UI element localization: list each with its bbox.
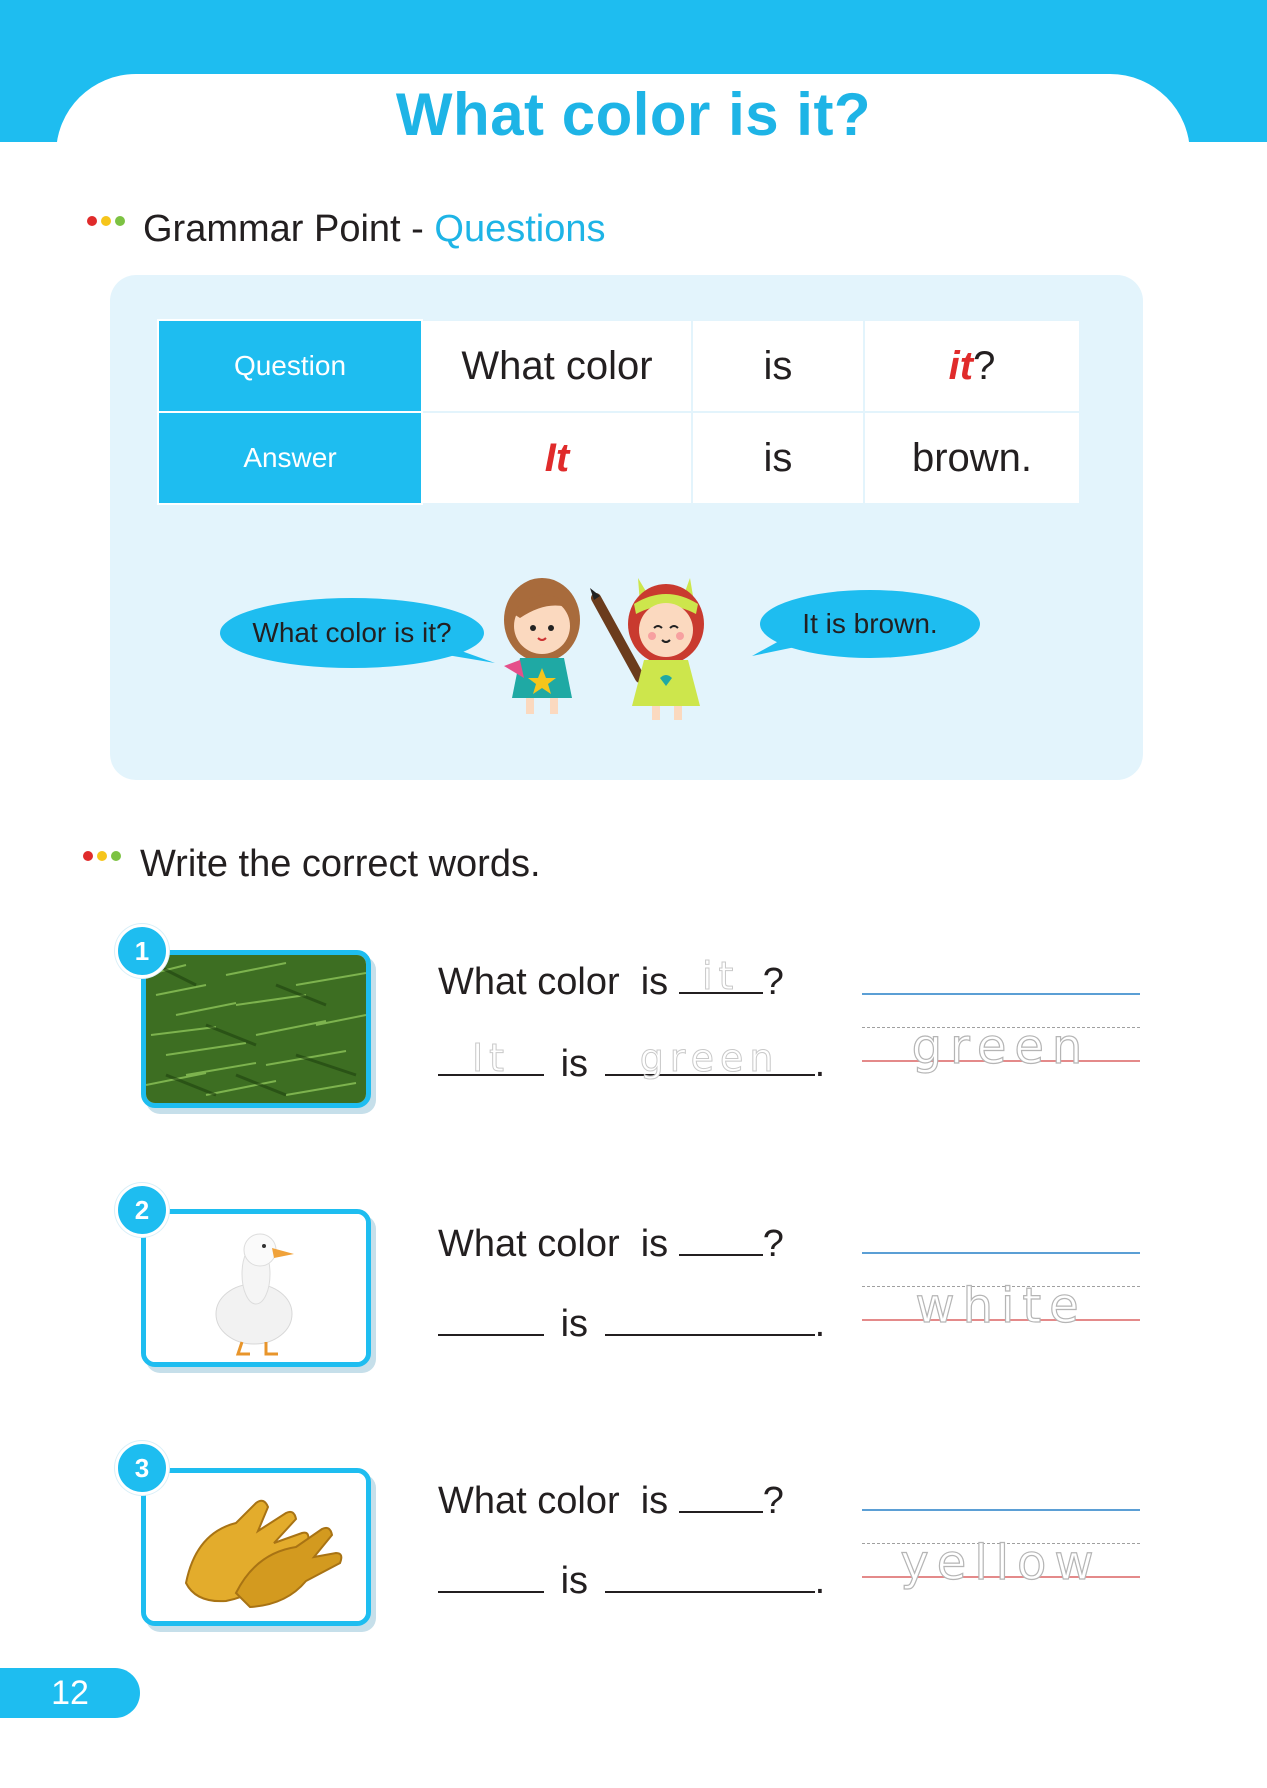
question-cell-2: is <box>692 320 864 412</box>
grammar-table <box>157 319 1081 505</box>
page-number: 12 <box>0 1668 140 1718</box>
yellow-gloves-photo-icon <box>146 1473 366 1621</box>
question-line-1 <box>438 954 784 1004</box>
grammar-heading-label: Grammar Point <box>143 208 401 250</box>
grammar-heading-separator: - <box>400 208 435 250</box>
grass-photo-icon <box>146 955 366 1103</box>
answer-verb: is <box>560 1560 589 1602</box>
bullet-dots-icon <box>83 851 121 861</box>
question-blank-2[interactable] <box>679 1220 763 1256</box>
question-mark: ? <box>973 343 996 388</box>
answer-period: . <box>814 1303 826 1345</box>
trace-text: It <box>471 1036 511 1080</box>
kids-illustration <box>490 568 750 728</box>
answer-blank-subject-1[interactable] <box>438 1036 544 1080</box>
answer-blank-color-3[interactable] <box>605 1557 815 1593</box>
question-suffix: ? <box>762 1223 784 1265</box>
question-cell-3 <box>864 320 1080 412</box>
answer-writing-lines-2[interactable] <box>862 1252 1140 1358</box>
question-it-word: it <box>948 343 974 388</box>
answer-period: . <box>814 1560 826 1602</box>
white-duck-photo-icon <box>146 1214 366 1362</box>
question-suffix: ? <box>762 1480 784 1522</box>
question-blank-3[interactable] <box>679 1477 763 1513</box>
answer-line-1 <box>438 1036 826 1086</box>
speech-bubble-left <box>220 598 484 668</box>
answer-label: Answer <box>158 412 422 504</box>
answer-cell-2: is <box>692 412 864 504</box>
speech-bubble-right-text: It is brown. <box>802 608 938 639</box>
question-cell-1: What color <box>422 320 692 412</box>
answer-writing-lines-1[interactable] <box>862 993 1140 1099</box>
answer-cell-3: brown. <box>864 412 1080 504</box>
answer-trace-word-2: white <box>915 1278 1087 1334</box>
exercise-number-2: 2 <box>115 1183 169 1237</box>
trace-text: it <box>702 954 740 998</box>
photo-gloves <box>141 1468 371 1626</box>
grammar-topic: Questions <box>434 208 606 250</box>
speech-bubble-right <box>760 590 980 658</box>
answer-blank-subject-2[interactable] <box>438 1300 544 1336</box>
grammar-heading <box>143 208 606 251</box>
answer-trace-word-1: green <box>911 1019 1091 1075</box>
question-blank-1[interactable] <box>679 954 763 998</box>
question-prefix: What color is <box>438 1480 669 1522</box>
speech-bubble-left-text: What color is it? <box>252 617 452 648</box>
answer-verb: is <box>560 1303 589 1345</box>
answer-blank-color-2[interactable] <box>605 1300 815 1336</box>
page-title: What color is it? <box>395 81 872 148</box>
exercise-heading: Write the correct words. <box>140 843 541 885</box>
question-line-3 <box>438 1477 784 1523</box>
photo-grass <box>141 950 371 1108</box>
question-prefix: What color is <box>438 961 669 1003</box>
answer-writing-lines-3[interactable] <box>862 1509 1140 1615</box>
bullet-dots-icon <box>87 216 125 226</box>
grammar-row-question <box>158 320 1080 412</box>
trace-text: green <box>639 1036 780 1080</box>
answer-line-2 <box>438 1300 825 1346</box>
question-label: Question <box>158 320 422 412</box>
grammar-row-answer <box>158 412 1080 504</box>
question-line-2 <box>438 1220 784 1266</box>
answer-line-3 <box>438 1557 825 1603</box>
answer-blank-subject-3[interactable] <box>438 1557 544 1593</box>
answer-verb: is <box>560 1043 589 1085</box>
answer-trace-word-3: yellow <box>900 1535 1102 1591</box>
exercise-number-3: 3 <box>115 1441 169 1495</box>
answer-cell-1 <box>422 412 692 504</box>
answer-blank-color-1[interactable] <box>605 1036 815 1080</box>
question-prefix: What color is <box>438 1223 669 1265</box>
photo-duck <box>141 1209 371 1367</box>
answer-it-word: It <box>544 435 570 480</box>
exercise-number-1: 1 <box>115 924 169 978</box>
answer-period: . <box>814 1043 826 1085</box>
question-suffix: ? <box>762 961 784 1003</box>
